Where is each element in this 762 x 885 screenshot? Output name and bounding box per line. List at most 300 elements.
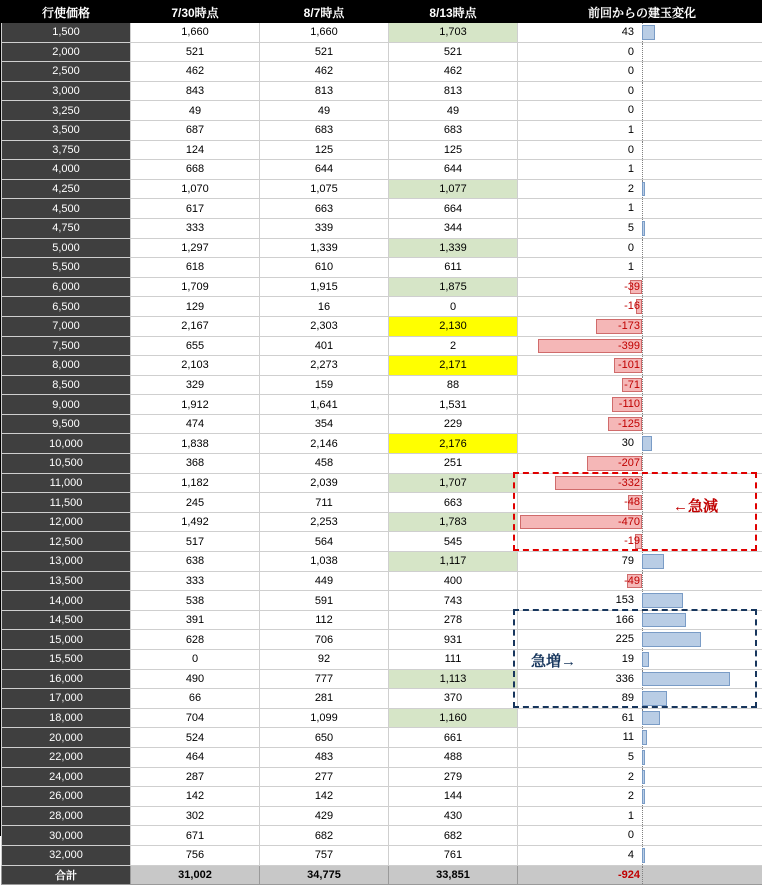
oi-value-cell: 2,167 [131,316,260,336]
oi-value-cell: 0 [389,297,518,317]
change-value: 0 [628,141,634,160]
oi-value-cell: 661 [389,728,518,748]
table-row [2,552,762,572]
oi-value-cell: 687 [131,120,260,140]
table-row [2,277,762,297]
oi-value-cell: 144 [389,787,518,807]
oi-value-cell: 591 [260,591,389,611]
change-value: 0 [628,82,634,101]
zero-line [642,297,644,316]
oi-value-cell: 2,039 [260,473,389,493]
change-cell [518,297,762,317]
oi-value-cell: 339 [260,218,389,238]
change-bar [518,43,762,62]
change-value: 5 [628,219,634,238]
oi-value-cell: 483 [260,747,389,767]
change-value: -71 [624,376,640,395]
oi-value-cell: 1,070 [131,179,260,199]
change-cell [518,62,762,82]
oi-value-cell: 1,660 [260,23,389,43]
table-row [2,160,762,180]
oi-value-cell: 125 [389,140,518,160]
strike-price-cell: 4,250 [2,179,131,199]
change-bar-positive [642,613,686,628]
change-cell [518,493,762,513]
oi-value-cell: 813 [260,81,389,101]
change-bar [518,532,762,551]
oi-value-cell: 517 [131,532,260,552]
decrease-callout-label: ←急減 [673,495,718,516]
change-bar [518,101,762,120]
strike-price-cell: 10,000 [2,434,131,454]
change-value: 1 [628,258,634,277]
strike-price-cell: 9,000 [2,395,131,415]
oi-value-cell: 2,176 [389,434,518,454]
oi-value-cell: 142 [131,787,260,807]
strike-price-cell: 15,500 [2,650,131,670]
oi-value-cell: 1,707 [389,473,518,493]
table-row [2,414,762,434]
strike-price-cell: 3,250 [2,101,131,121]
table-row [2,845,762,865]
oi-value-cell: 458 [260,454,389,474]
oi-value-cell: 490 [131,669,260,689]
oi-value-cell: 0 [131,650,260,670]
change-value: 43 [622,23,634,42]
strike-price-cell: 28,000 [2,806,131,826]
strike-price-cell: 3,000 [2,81,131,101]
oi-value-cell: 706 [260,630,389,650]
change-cell [518,258,762,278]
total-change-bar [518,866,762,885]
strike-price-cell: 4,500 [2,199,131,219]
change-bar [518,709,762,728]
oi-value-cell: 429 [260,806,389,826]
column-header-change[interactable]: 前回からの建玉変化 [518,2,762,23]
change-value: 30 [622,434,634,453]
oi-value-cell: 229 [389,414,518,434]
change-cell [518,140,762,160]
zero-line [642,43,644,62]
change-cell [518,669,762,689]
oi-value-cell: 618 [131,258,260,278]
change-bar [518,611,762,630]
oi-value-cell: 521 [389,42,518,62]
change-bar-positive [642,730,647,745]
table-row [2,101,762,121]
change-value: 2 [628,768,634,787]
total-row [2,865,762,885]
change-value: -399 [618,337,640,356]
change-cell [518,571,762,591]
oi-value-cell: 628 [131,630,260,650]
table-row [2,42,762,62]
oi-value-cell: 611 [389,258,518,278]
change-value: 225 [616,630,634,649]
zero-line [642,395,644,414]
oi-value-cell: 704 [131,708,260,728]
zero-line [642,141,644,160]
table-row [2,630,762,650]
change-value: 0 [628,239,634,258]
strike-price-cell: 7,000 [2,316,131,336]
oi-value-cell: 1,182 [131,473,260,493]
column-header-strike[interactable]: 行使価格 [2,2,131,23]
change-bar [518,258,762,277]
oi-value-cell: 1,912 [131,395,260,415]
strike-price-cell: 10,500 [2,454,131,474]
change-value: 0 [628,826,634,845]
oi-value-cell: 401 [260,336,389,356]
change-bar-positive [642,554,664,569]
change-value: 4 [628,846,634,865]
change-value: -48 [624,493,640,512]
oi-value-cell: 761 [389,845,518,865]
strike-price-cell: 16,000 [2,669,131,689]
change-cell [518,454,762,474]
table-row [2,454,762,474]
table-row [2,179,762,199]
strike-price-cell: 20,000 [2,728,131,748]
oi-value-cell: 368 [131,454,260,474]
change-cell [518,356,762,376]
oi-value-cell: 743 [389,591,518,611]
change-cell [518,42,762,62]
strike-price-cell: 15,000 [2,630,131,650]
strike-price-cell: 18,000 [2,708,131,728]
oi-value-cell: 682 [389,826,518,846]
table-row [2,434,762,454]
strike-price-cell: 12,000 [2,512,131,532]
change-value: 89 [622,689,634,708]
strike-price-cell: 6,000 [2,277,131,297]
oi-value-cell: 777 [260,669,389,689]
change-value: 0 [628,101,634,120]
change-cell [518,160,762,180]
oi-value-cell: 1,038 [260,552,389,572]
oi-value-cell: 391 [131,610,260,630]
oi-value-cell: 287 [131,767,260,787]
table-row [2,473,762,493]
oi-value-cell: 88 [389,375,518,395]
strike-price-cell: 4,750 [2,218,131,238]
change-value: 2 [628,787,634,806]
change-bar [518,160,762,179]
change-bar [518,591,762,610]
strike-price-cell: 8,000 [2,356,131,376]
change-cell [518,179,762,199]
strike-price-cell: 2,000 [2,42,131,62]
table-row [2,532,762,552]
change-bar [518,728,762,747]
strike-price-cell: 3,500 [2,120,131,140]
change-cell [518,610,762,630]
oi-value-cell: 1,915 [260,277,389,297]
change-cell [518,532,762,552]
change-bar-positive [642,770,645,785]
change-bar [518,82,762,101]
change-value: 79 [622,552,634,571]
change-value: 336 [616,670,634,689]
change-cell [518,120,762,140]
change-value: 11 [623,728,634,747]
total-date2: 34,775 [260,865,389,885]
strike-price-cell: 8,500 [2,375,131,395]
change-cell [518,395,762,415]
table-row [2,708,762,728]
oi-value-cell: 650 [260,728,389,748]
table-row [2,316,762,336]
oi-value-cell: 1,075 [260,179,389,199]
total-label: 合計 [2,865,131,885]
change-cell [518,689,762,709]
zero-line [642,376,644,395]
increase-callout-label: 急増→ [531,650,576,671]
total-change-value: -924 [618,866,640,885]
oi-value-cell: 278 [389,610,518,630]
zero-line [642,337,644,356]
change-bar-positive [642,711,660,726]
change-value: 19 [622,650,634,669]
zero-line [642,160,644,179]
change-bar [518,434,762,453]
oi-value-cell: 2,171 [389,356,518,376]
oi-value-cell: 333 [131,218,260,238]
oi-value-cell: 124 [131,140,260,160]
oi-value-cell: 2,103 [131,356,260,376]
zero-line [642,474,644,493]
change-bar [518,356,762,375]
table-footer [2,865,762,885]
oi-value-cell: 112 [260,610,389,630]
strike-price-cell: 30,000 [2,826,131,846]
table-row [2,23,762,43]
oi-value-cell: 1,160 [389,708,518,728]
oi-value-cell: 1,660 [131,23,260,43]
oi-value-cell: 1,641 [260,395,389,415]
change-value: 1 [628,160,634,179]
oi-value-cell: 1,117 [389,552,518,572]
oi-value-cell: 843 [131,81,260,101]
change-bar [518,474,762,493]
strike-price-cell: 13,500 [2,571,131,591]
strike-price-cell: 4,000 [2,160,131,180]
change-value: -16 [624,297,640,316]
strike-price-cell: 32,000 [2,845,131,865]
oi-value-cell: 664 [389,199,518,219]
change-value: -173 [618,317,640,336]
oi-value-cell: 354 [260,414,389,434]
change-bar [518,199,762,218]
change-bar-positive [642,593,683,608]
strike-price-cell: 3,750 [2,140,131,160]
oi-value-cell: 474 [131,414,260,434]
oi-value-cell: 610 [260,258,389,278]
oi-value-cell: 638 [131,552,260,572]
oi-value-cell: 111 [389,650,518,670]
oi-value-cell: 281 [260,689,389,709]
oi-value-cell: 644 [389,160,518,180]
change-value: 0 [628,43,634,62]
change-cell [518,512,762,532]
zero-line [642,572,644,591]
change-cell [518,81,762,101]
table-row [2,218,762,238]
zero-line [642,807,644,826]
change-value: -19 [624,532,640,551]
oi-value-cell: 142 [260,787,389,807]
oi-value-cell: 644 [260,160,389,180]
zero-line [642,258,644,277]
oi-value-cell: 663 [260,199,389,219]
change-bar [518,572,762,591]
change-cell [518,630,762,650]
zero-line [642,62,644,81]
oi-value-cell: 756 [131,845,260,865]
change-bar [518,239,762,258]
change-cell [518,708,762,728]
zero-line [642,82,644,101]
change-bar [518,689,762,708]
strike-price-cell: 13,000 [2,552,131,572]
strike-price-cell: 12,500 [2,532,131,552]
table-row [2,610,762,630]
table-row [2,493,762,513]
oi-value-cell: 49 [131,101,260,121]
table-row [2,650,762,670]
zero-line [642,532,644,551]
oi-value-cell: 66 [131,689,260,709]
strike-price-cell: 9,500 [2,414,131,434]
zero-line [642,493,644,512]
change-bar [518,395,762,414]
zero-line [642,101,644,120]
change-bar-positive [642,672,730,687]
change-cell [518,747,762,767]
table-row [2,669,762,689]
oi-value-cell: 521 [131,42,260,62]
change-bar [518,62,762,81]
oi-value-cell: 245 [131,493,260,513]
table-row [2,375,762,395]
oi-value-cell: 545 [389,532,518,552]
strike-price-cell: 6,500 [2,297,131,317]
oi-value-cell: 1,783 [389,512,518,532]
column-header-date1[interactable]: 7/30時点 [131,2,260,23]
oi-value-cell: 488 [389,747,518,767]
oi-value-cell: 2 [389,336,518,356]
oi-value-cell: 1,492 [131,512,260,532]
zero-line [642,513,644,532]
oi-value-cell: 682 [260,826,389,846]
oi-value-cell: 129 [131,297,260,317]
oi-value-cell: 462 [131,62,260,82]
change-cell [518,845,762,865]
strike-price-cell: 22,000 [2,747,131,767]
oi-value-cell: 2,273 [260,356,389,376]
oi-value-cell: 655 [131,336,260,356]
total-change-cell [518,865,762,885]
change-cell [518,806,762,826]
column-header-date3[interactable]: 8/13時点 [389,2,518,23]
oi-value-cell: 1,297 [131,238,260,258]
strike-price-cell: 11,000 [2,473,131,493]
change-bar-positive [642,691,667,706]
oi-value-cell: 1,099 [260,708,389,728]
oi-value-cell: 464 [131,747,260,767]
strike-price-cell: 26,000 [2,787,131,807]
zero-line [642,239,644,258]
total-date1: 31,002 [131,865,260,885]
change-bar [518,493,762,512]
oi-value-cell: 462 [260,62,389,82]
oi-value-cell: 2,146 [260,434,389,454]
oi-value-cell: 302 [131,806,260,826]
strike-price-cell: 17,000 [2,689,131,709]
oi-value-cell: 344 [389,218,518,238]
change-bar [518,454,762,473]
oi-value-cell: 449 [260,571,389,591]
column-header-date2[interactable]: 8/7時点 [260,2,389,23]
change-cell [518,336,762,356]
change-cell [518,375,762,395]
change-bar [518,768,762,787]
change-bar-positive [642,789,645,804]
change-value: -101 [618,356,640,375]
change-cell [518,414,762,434]
oi-value-cell: 16 [260,297,389,317]
change-bar [518,180,762,199]
oi-value-cell: 49 [260,101,389,121]
change-value: 1 [628,807,634,826]
oi-value-cell: 1,077 [389,179,518,199]
oi-value-cell: 711 [260,493,389,513]
change-bar [518,297,762,316]
strike-price-cell: 14,000 [2,591,131,611]
change-bar-positive [642,182,645,197]
change-value: 1 [628,121,634,140]
strike-price-cell: 2,500 [2,62,131,82]
table-row [2,571,762,591]
change-cell [518,101,762,121]
oi-value-cell: 538 [131,591,260,611]
oi-value-cell: 668 [131,160,260,180]
oi-value-cell: 1,709 [131,277,260,297]
oi-value-cell: 430 [389,806,518,826]
change-cell [518,218,762,238]
oi-value-cell: 92 [260,650,389,670]
table-row [2,356,762,376]
change-bar [518,415,762,434]
change-cell [518,728,762,748]
change-value: -470 [618,513,640,532]
change-bar [518,513,762,532]
change-bar [518,748,762,767]
oi-value-cell: 931 [389,630,518,650]
change-bar [518,846,762,865]
change-bar [518,23,762,42]
change-bar [518,807,762,826]
change-value: 0 [628,62,634,81]
change-cell [518,277,762,297]
oi-value-cell: 279 [389,767,518,787]
zero-line [642,317,644,336]
zero-line [642,121,644,140]
table-row [2,297,762,317]
change-bar [518,552,762,571]
change-value: 2 [628,180,634,199]
change-value: 61 [622,709,634,728]
